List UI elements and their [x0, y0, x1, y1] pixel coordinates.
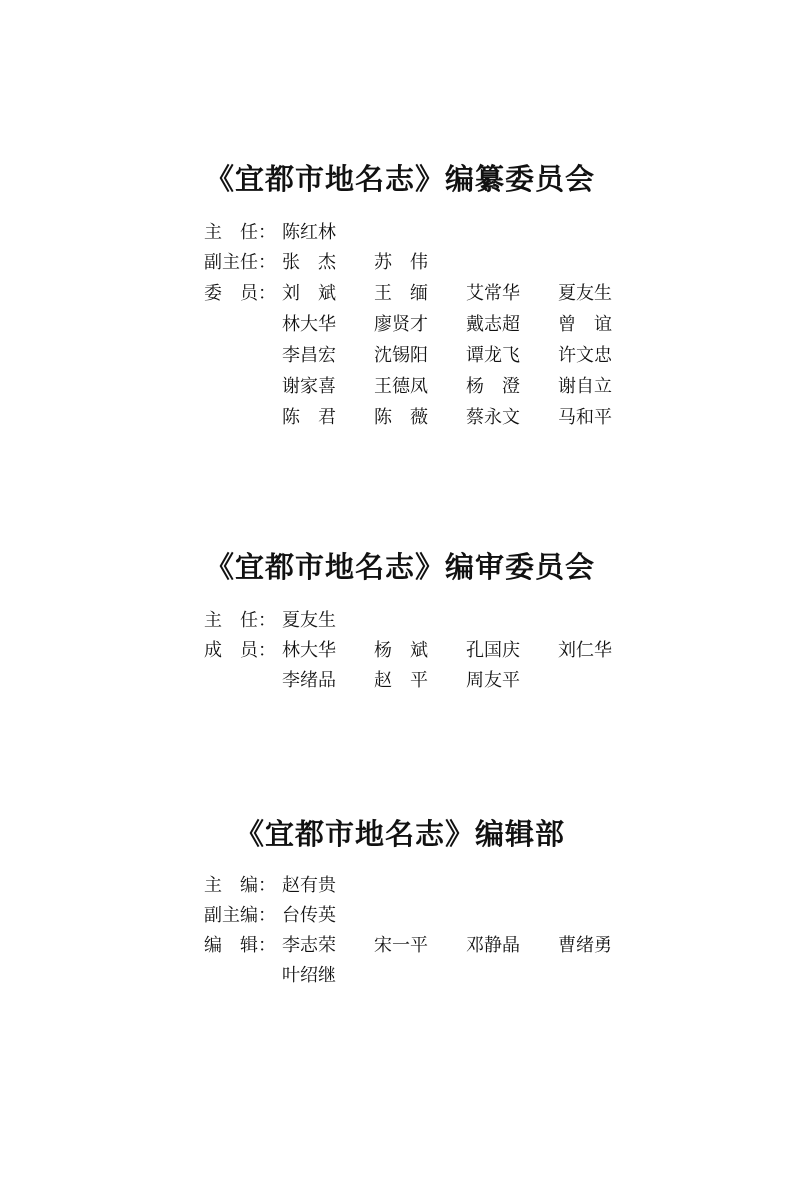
- member-name: 台传英: [282, 905, 336, 926]
- member-name: 曾 谊: [558, 314, 612, 335]
- member-name: 王 缅: [374, 283, 428, 304]
- member-name: 马和平: [558, 407, 612, 428]
- member-name: 李志荣: [282, 935, 336, 956]
- member-name: 夏友生: [558, 283, 612, 304]
- member-name: 戴志超: [466, 314, 520, 335]
- role-label: 成 员：: [204, 640, 276, 661]
- member-name: 李昌宏: [282, 345, 336, 366]
- member-name: 艾常华: [466, 283, 520, 304]
- member-name: 邓静晶: [466, 935, 520, 956]
- member-name: 陈红林: [282, 222, 336, 243]
- member-name: 孔国庆: [466, 640, 520, 661]
- member-name: 谢自立: [558, 376, 612, 397]
- member-name: 王德凤: [374, 376, 428, 397]
- section-title: 《宜都市地名志》编纂委员会: [204, 162, 595, 196]
- role-label: 主 任：: [204, 222, 276, 243]
- member-name: 廖贤才: [374, 314, 428, 335]
- role-label: 副主任：: [204, 252, 276, 273]
- member-name: 宋一平: [374, 935, 428, 956]
- member-name: 谭龙飞: [466, 345, 520, 366]
- member-name: 赵有贵: [282, 875, 336, 896]
- member-name: 谢家喜: [282, 376, 336, 397]
- member-name: 曹绪勇: [558, 935, 612, 956]
- member-name: 许文忠: [558, 345, 612, 366]
- section-title: 《宜都市地名志》编审委员会: [204, 550, 595, 584]
- member-name: 张 杰: [282, 252, 336, 273]
- role-label: 委 员：: [204, 283, 276, 304]
- member-name: 刘 斌: [282, 283, 336, 304]
- member-name: 陈 薇: [374, 407, 428, 428]
- member-name: 林大华: [282, 640, 336, 661]
- member-name: 杨 斌: [374, 640, 428, 661]
- member-name: 杨 澄: [466, 376, 520, 397]
- member-name: 刘仁华: [558, 640, 612, 661]
- member-name: 陈 君: [282, 407, 336, 428]
- member-name: 苏 伟: [374, 252, 428, 273]
- member-name: 沈锡阳: [374, 345, 428, 366]
- role-label: 主 编：: [204, 875, 276, 896]
- member-name: 赵 平: [374, 670, 428, 691]
- member-name: 林大华: [282, 314, 336, 335]
- member-name: 李绪品: [282, 670, 336, 691]
- role-label: 主 任：: [204, 610, 276, 631]
- member-name: 夏友生: [282, 610, 336, 631]
- role-label: 副主编：: [204, 905, 276, 926]
- member-name: 叶绍继: [282, 965, 336, 986]
- role-label: 编 辑：: [204, 935, 276, 956]
- member-name: 蔡永文: [466, 407, 520, 428]
- section-title: 《宜都市地名志》编辑部: [234, 817, 565, 851]
- member-name: 周友平: [466, 670, 520, 691]
